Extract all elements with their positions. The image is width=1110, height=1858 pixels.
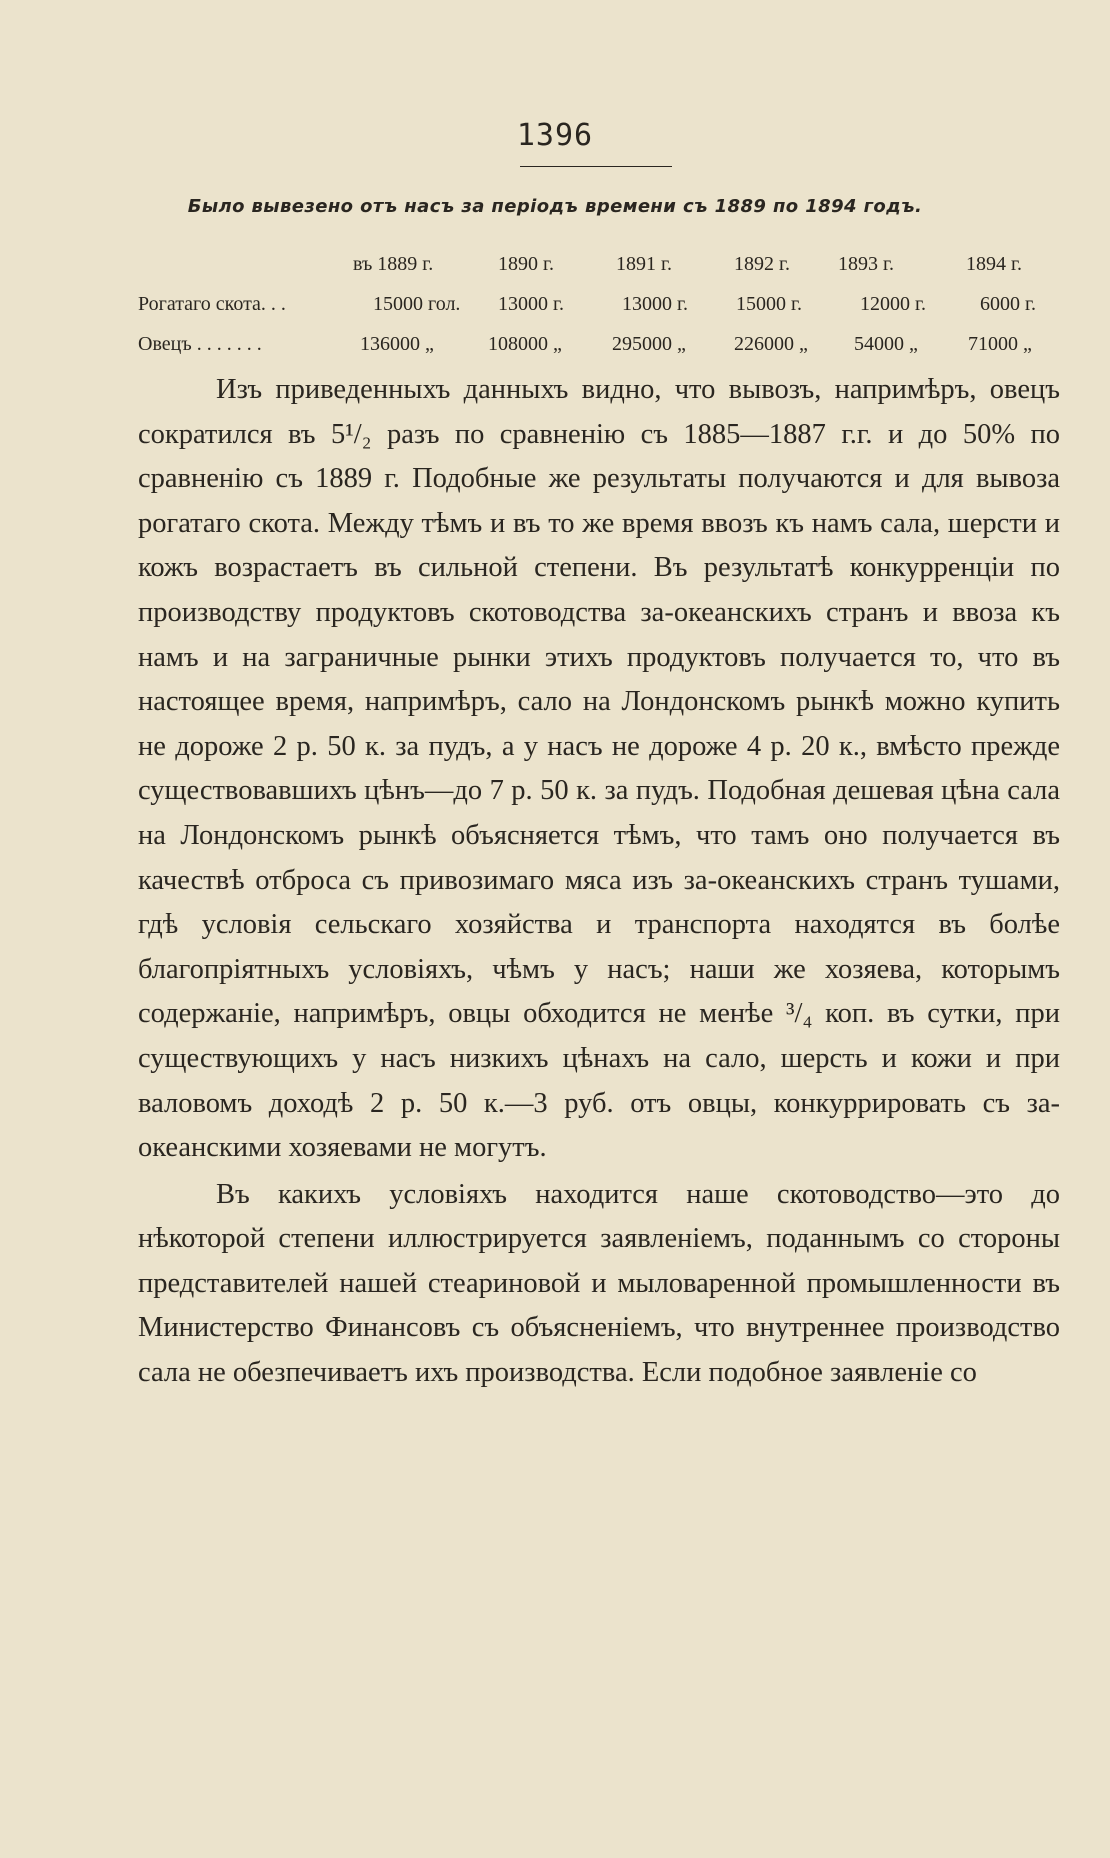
table-header-row xyxy=(138,244,1056,284)
table-caption: Было вывезено отъ насъ за перiодъ времени съ 1889 по 1894 годъ. xyxy=(187,196,923,217)
table-cell: 15000 г. xyxy=(736,293,802,315)
table-cell: 136000 „ xyxy=(360,333,434,355)
paragraph: Изъ приведенныхъ данныхъ видно, что вывозъ, напримѣръ, овецъ сократился въ 5¹/₂ разъ по сравненiю съ 1885—1887 г.г. и до 50% по сравненiю съ 1889 г. Подобные же результаты получаются и для вывоза рогатаго скота. Между тѣмъ и въ то же время ввозъ къ намъ сала, шерсти и кожъ возрастаетъ въ сильной степени. Въ результатѣ конкурренцiи по производству продуктовъ скотоводства за-океанскихъ странъ и ввоза къ намъ и на заграничные рынки этихъ продуктовъ получается то, что въ настоящее время, напримѣръ, сало на Лондонскомъ рынкѣ можно купить не дороже 2 р. 50 к. за пудъ, а у насъ не дороже 4 р. 20 к., вмѣсто прежде существовавшихъ цѣнъ—до 7 р. 50 к. за пудъ. Подобная дешевая цѣна сала на Лондонскомъ рынкѣ объясняется тѣмъ, что тамъ оно получается въ качествѣ отброса съ привозимаго мяса изъ за-океанскихъ странъ тушами, гдѣ условiя сельскаго хозяйства и транспорта находятся въ болѣе благопрiятныхъ условiяхъ, чѣмъ у насъ; наши же хозяева, которымъ содержанiе, напримѣръ, овцы обходится не менѣе ³/₄ коп. въ сутки, при существующихъ у насъ низкихъ цѣнахъ на сало, шерсть и кожи и при валовомъ доходѣ 2 р. 50 к.—3 руб. отъ овцы, конкуррировать съ за-океанскими хозяевами не могутъ. xyxy=(138,374,1060,1164)
paragraph: Въ какихъ условiяхъ находится наше скотоводство—это до нѣкоторой степени иллюстрируется заявленiемъ, поданнымъ со стороны представителей нашей стеариновой и мыловаренной промышленности въ Министерство Финансовъ съ объясненiемъ, что внутреннее производство сала не обезпечиваетъ ихъ производства. Если подобное заявленiе со xyxy=(138,1178,1060,1389)
table-cell: 15000 гол. xyxy=(373,293,461,315)
export-statistics-table xyxy=(138,244,1056,364)
table-cell: 13000 г. xyxy=(622,293,688,315)
year-header: 1893 г. xyxy=(838,253,894,275)
table-cell: 226000 „ xyxy=(734,333,808,355)
year-header: 1892 г. xyxy=(734,253,790,275)
table-cell: 6000 г. xyxy=(980,293,1036,315)
table-cell: 13000 г. xyxy=(498,293,564,315)
year-header: 1890 г. xyxy=(498,253,554,275)
table-cell: 54000 „ xyxy=(854,333,918,355)
row-label: Овецъ . . . . . . . xyxy=(138,333,262,355)
table-row-sheep xyxy=(138,324,1056,364)
year-header: 1894 г. xyxy=(966,253,1022,275)
page-number-rule xyxy=(520,166,672,167)
year-header: 1891 г. xyxy=(616,253,672,275)
row-label: Рогатаго скота. . . xyxy=(138,293,286,315)
year-header: въ 1889 г. xyxy=(353,253,434,275)
table-cell: 71000 „ xyxy=(968,333,1032,355)
table-cell: 295000 „ xyxy=(612,333,686,355)
table-row-cattle xyxy=(138,284,1056,324)
body-text xyxy=(138,368,1060,1396)
table-cell: 108000 „ xyxy=(488,333,562,355)
page-number: 1396 xyxy=(516,118,594,153)
table-cell: 12000 г. xyxy=(860,293,926,315)
